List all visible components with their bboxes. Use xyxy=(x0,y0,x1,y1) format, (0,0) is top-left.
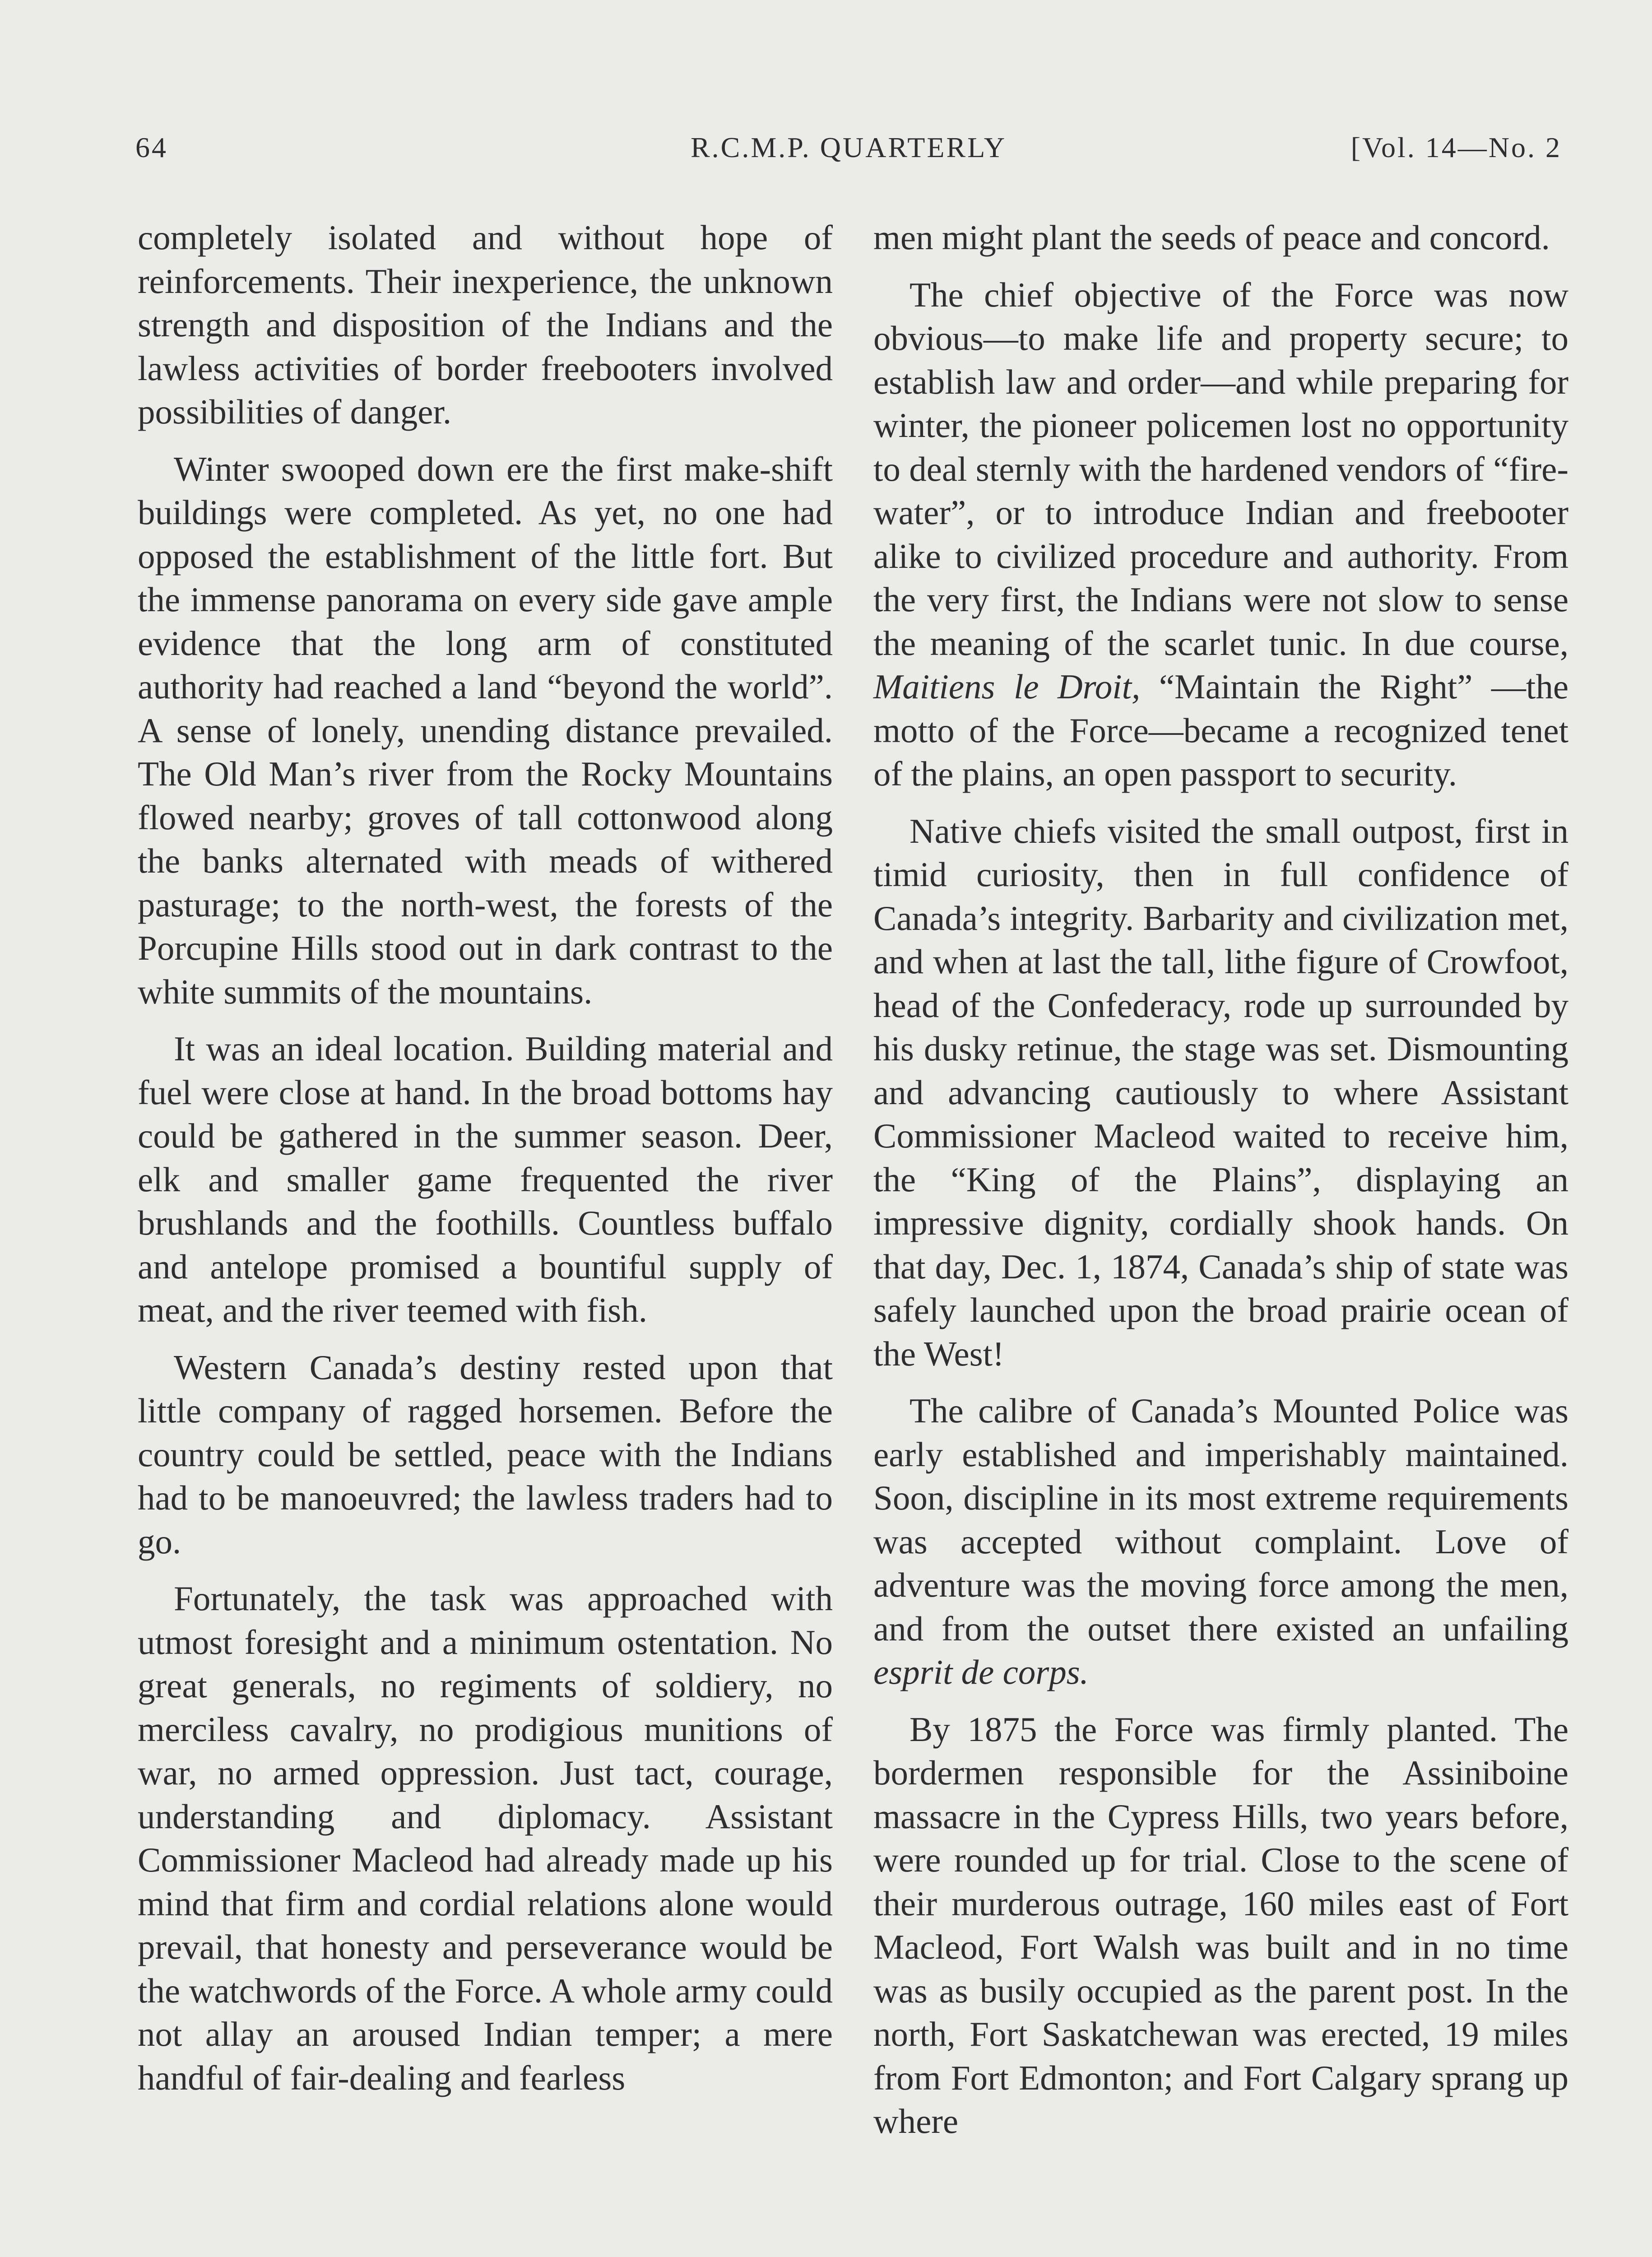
paragraph: Native chiefs visited the small outpost, first in timid curiosity, then in full confidence of Canada’s integrity. Barbarity and civilization met, and when at last the tall, lithe figure of Crowfoot, head of the Confederacy, rode up surrounded by his dusky retinue, the stage was set. Dismounting and advancing cautiously to where Assistant Commissioner Macleod waited to receive him, the “King of the Plains”, displaying an impressive dignity, cordially shook hands. On that day, Dec. 1, 1874, Canada’s ship of state was safely launched upon the broad prairie ocean of the West! xyxy=(873,811,1568,1373)
left-column xyxy=(138,216,833,2099)
paragraph: Winter swooped down ere the first make-shift buildings were completed. As yet, no one had opposed the establishment of the little fort. But the immense panorama on every side gave ample evidence that the long arm of constituted authority had reached a land “beyond the world”. A sense of lonely, unending distance prevailed. The Old Man’s river from the Rocky Mountains flowed nearby; groves of tall cottonwood along the banks alternated with meads of withered pasturage; to the north-west, the forests of the Porcupine Hills stood out in dark contrast to the white summits of the mountains. xyxy=(138,449,833,1011)
right-column xyxy=(873,216,1568,2143)
esprit-de-corps: esprit de corps. xyxy=(873,1653,1089,1691)
volume-number: [Vol. 14—No. 2 xyxy=(1350,131,1562,163)
paragraph: It was an ideal location. Building material and fuel were close at hand. In the broad bottoms hay could be gathered in the summer season. Deer, elk and smaller game frequented the river brushlands and the foothills. Countless buffalo and antelope promised a bountiful supply of meat, and the river teemed with fish. xyxy=(138,1029,833,1329)
running-header xyxy=(135,131,1562,176)
paragraph: men might plant the seeds of peace and concord. xyxy=(873,218,1550,257)
paragraph: Fortunately, the task was approached with utmost foresight and a minimum ostentation. No great generals, no regiments of soldiery, no merciless cavalry, no prodigious munitions of war, no armed oppression. Just tact, courage, understanding and diplomacy. Assistant Commissioner Macleod had already made up his mind that firm and cordial relations alone would prevail, that honesty and perseverance would be the watchwords of the Force. A whole army could not allay an aroused Indian temper; a mere handful of fair-dealing and fearless xyxy=(138,1579,833,2097)
force-motto: Maitiens le Droit, xyxy=(873,667,1141,706)
paragraph-text: The calibre of Canada’s Mounted Police was early established and imperishably maintained. Soon, discipline in its most extreme requirements was accepted without complaint. Love of adventure was the moving force among the men, and from the outset there existed an unfailing xyxy=(873,1391,1568,1648)
paragraph-text: “Maintain the Right” —the motto of the Force—became a recognized tenet of the plains, an open passport to security. xyxy=(873,667,1568,793)
paragraph xyxy=(873,273,1568,796)
paragraph: Western Canada’s destiny rested upon that little company of ragged horsemen. Before the country could be settled, peace with the Indians had to be manoeuvred; the lawless traders had to go. xyxy=(138,1347,833,1561)
paragraph xyxy=(873,1389,1568,1694)
paragraph: completely isolated and without hope of reinforcements. Their inexperience, the unknown strength and disposition of the Indians and the lawless activities of border freebooters involved possibilities of danger. xyxy=(138,218,833,431)
paragraph: By 1875 the Force was firmly planted. The bordermen responsible for the Assiniboine massacre in the Cypress Hills, two years before, were rounded up for trial. Close to the scene of their murderous outrage, 160 miles east of Fort Macleod, Fort Walsh was built and in no time was as busily occupied as the parent post. In the north, Fort Saskatchewan was erected, 19 miles from Fort Edmonton; and Fort Calgary sprang up where xyxy=(873,1709,1568,2141)
journal-title: R.C.M.P. QUARTERLY xyxy=(690,131,1007,163)
paragraph-text: The chief objective of the Force was now obvious—to make life and property secure; to establish law and order—and while preparing for winter, the pioneer policemen lost no opportunity to deal sternly with the hardened vendors of “fire-water”, or to introduce Indian and freebooter alike to civilized procedure and authority. From the very first, the Indians were not slow to sense the meaning of the scarlet tunic. In due course, xyxy=(873,275,1568,663)
page-number: 64 xyxy=(135,131,168,163)
